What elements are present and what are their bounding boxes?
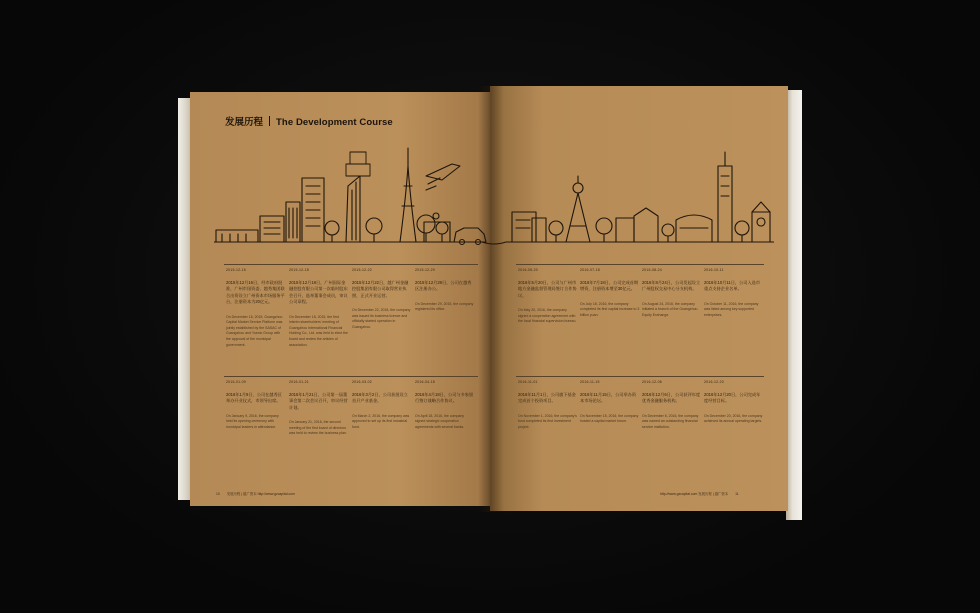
entry-cn: 2016年12月6日，公司获评年度优秀金融服务机构。 (642, 392, 701, 404)
entry-cn: 2016年1月9日，公司在越秀区举办开业仪式，市领导出席。 (226, 392, 282, 404)
entry-en: On December 18, 2015, the first interim shareholders' meeting of Guangzhou International Financial Holding Co., Ltd. was held to elect the board and review the articles of association. (289, 314, 348, 347)
entry-date: 2015-12-18 (289, 268, 309, 272)
entry-date: 2016-11-15 (580, 380, 600, 384)
entry-date: 2016-12-06 (642, 380, 662, 384)
entry-cn: 2016年11月15日，公司举办资本市场论坛。 (580, 392, 637, 404)
timeline-entry (704, 268, 764, 319)
rp-tall-tower-icon (718, 166, 732, 242)
entry-cn: 2015年12月16日，经市政府批准，广州市国资委、越秀集团联合出资设立广州资本市场服务平台，注册资本为20亿元。 (226, 280, 285, 305)
entry-en: On November 15, 2016, the company hosted a capital market forum. (580, 413, 639, 424)
entry-date: 2016-01-21 (289, 380, 309, 384)
entry-en: On August 24, 2016, the company initiated a branch of the Guangzhou Equity Exchange. (642, 301, 698, 317)
rp-house-icon (616, 218, 634, 242)
entry-en: On December 6, 2016, the company was named an outstanding financial service institution. (642, 413, 699, 429)
car-icon (454, 228, 486, 242)
rp-roof-building-icon (634, 208, 658, 242)
canton-tower-icon (400, 166, 416, 242)
right-footer (660, 491, 739, 496)
entry-date: 2016-07-18 (580, 268, 600, 272)
right-footer-text: http://www.gzcapital.com 发展历程 | 越广资本 (660, 492, 729, 496)
row-line-left-mid (224, 376, 478, 377)
entry-cn: 2015年12月29日，公司在越秀区注册办公。 (415, 280, 472, 292)
rp-tree-icon-2 (596, 218, 612, 234)
entry-date: 2015-12-29 (415, 268, 435, 272)
row-line-right-top (516, 264, 764, 265)
left-footer-text: 发展历程 | 越广资本 http://www.gzcapital.com (226, 492, 295, 496)
entry-cn: 2016年1月21日，公司第一届董事会第二次会议召开，审议经营计划。 (289, 392, 348, 410)
entry-en: On January 21, 2016, the second meeting of the first board of directors was held to review the business plan. (289, 420, 347, 436)
entry-en: On December 20, 2016, the company achieved its annual operating targets. (704, 413, 763, 424)
rp-tree-icon (549, 221, 563, 235)
entry-en: On October 11, 2016, the company was listed among key supported enterprises. (704, 301, 759, 317)
entry-cn: 2016年7月18日，公司完成首期增资，注册资本增至30亿元。 (580, 280, 639, 292)
title-english: The Development Course (276, 117, 393, 128)
entry-cn: 2016年12月20日，公司完成年度经营目标。 (704, 392, 761, 404)
entry-en: On November 1, 2016, the company's fund completed its first investment project. (518, 413, 577, 429)
tree-icon (325, 221, 339, 235)
entry-date: 2015-12-16 (226, 268, 246, 272)
entry-en: On December 29, 2015, the company registered its office. (415, 301, 474, 312)
timeline-entry (580, 380, 640, 425)
rp-tree-icon-3 (662, 224, 674, 236)
spread-title (225, 114, 393, 128)
clock-tower-icon (752, 212, 770, 242)
entry-date: 2016-05-20 (518, 268, 538, 272)
left-footer (216, 491, 295, 496)
timeline-entry (289, 380, 349, 437)
entry-cn: 2016年3月2日，公司获批设立首只产业基金。 (352, 392, 408, 404)
timeline-entry (352, 268, 412, 331)
right-page-number: 11 (735, 492, 739, 496)
entry-cn: 2015年12月18日，广州国际金融控股有限公司第一次临时股东会召开，选举董事会成员，审议公司章程。 (289, 280, 348, 305)
entry-en: On December 22, 2015, the company was issued its business licence and officially started operation in Guangzhou. (352, 308, 411, 329)
entry-date: 2016-12-20 (704, 380, 724, 384)
page-stack-right (786, 90, 802, 520)
entry-date: 2016-10-11 (704, 268, 724, 272)
timeline-entry (580, 268, 640, 319)
sports-tower-icon (573, 183, 583, 193)
entry-cn: 2015年12月22日，越广州金融控股集团有限公司取得营业执照，正式开业运营。 (352, 280, 409, 298)
entry-cn: 2016年10月11日，公司入选市重点支持企业名单。 (704, 280, 761, 292)
tree-icon-2 (366, 218, 382, 234)
skyline-illustration (214, 146, 774, 256)
timeline-entry (226, 268, 286, 348)
entry-date: 2016-01-09 (226, 380, 246, 384)
entry-en: On December 16, 2015, Guangzhou Capital Market Service Platform was jointly established by the SASAC of Guangzhou and Yuexiu Group with the approval of the municipal government. (226, 314, 283, 347)
timeline-entry (704, 380, 764, 425)
finance-center-icon (346, 176, 360, 242)
entry-en: On January 9, 2016, the company held its opening ceremony with municipal leaders in attendance. (226, 413, 279, 429)
airplane-icon (426, 164, 460, 180)
timeline-entry (415, 268, 475, 313)
timeline-entry (518, 268, 578, 325)
timeline-entry (226, 380, 286, 431)
entry-en: On May 20, 2016, the company signed a cooperation agreement with the local financial supervision bureau. (518, 308, 577, 324)
entry-en: On March 2, 2016, the company was approved to set up its first industrial fund. (352, 413, 410, 429)
tree-icon-4 (436, 222, 448, 234)
row-line-left-top (224, 264, 478, 265)
timeline-entry (352, 380, 412, 431)
entry-en: On July 18, 2016, the company completed its first capital increase to 3 billion yuan. (580, 301, 640, 317)
timeline-entry (642, 380, 702, 431)
left-page-number: 10 (216, 492, 220, 496)
entry-date: 2016-04-18 (415, 380, 435, 384)
entry-en: On April 18, 2016, the company signed strategic cooperation agreements with several banks. (415, 413, 465, 429)
entry-cn: 2016年5月20日，公司与广州市地方金融监督管理局签订合作协议。 (518, 280, 577, 298)
entry-date: 2016-03-02 (352, 380, 372, 384)
entry-date: 2015-12-22 (352, 268, 372, 272)
timeline-entry (415, 380, 475, 431)
timeline-entry (642, 268, 702, 319)
timeline-entry (518, 380, 578, 431)
tree-icon-3 (417, 215, 435, 233)
office-building-icon (260, 216, 284, 242)
entry-cn: 2016年11月1日，公司旗下基金完成首个投资项目。 (518, 392, 576, 404)
rp-tree-icon-4 (735, 221, 749, 235)
entry-date: 2016-11-01 (518, 380, 538, 384)
entry-cn: 2016年4月18日，公司与多家银行签订战略合作协议。 (415, 392, 474, 404)
entry-cn: 2016年8月24日，公司发起设立广州股权交易中心分支机构。 (642, 280, 701, 292)
entry-date: 2016-08-24 (642, 268, 662, 272)
title-chinese: 发展历程 (225, 117, 264, 128)
row-line-right-mid (516, 376, 764, 377)
timeline-entry (289, 268, 349, 348)
title-divider (269, 116, 270, 126)
